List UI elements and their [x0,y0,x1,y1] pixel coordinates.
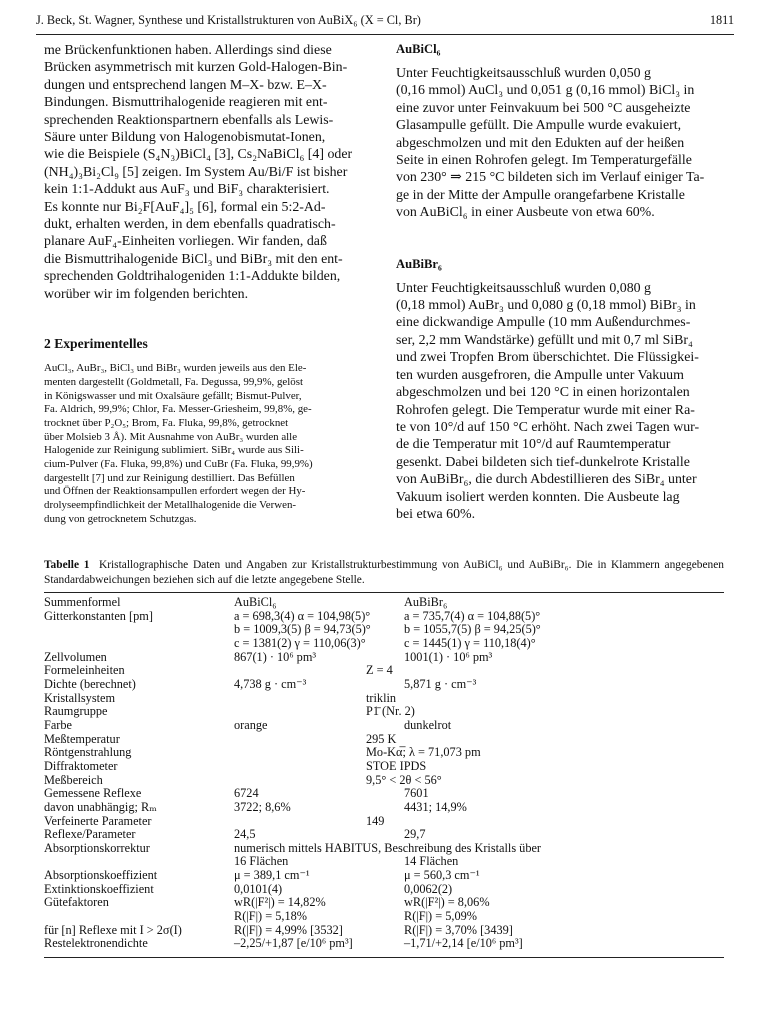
aubicl6-value: orange [234,717,268,732]
text-line: Es konnte nur Bi₂F[AuF₄]₅ [6], formal ein 5:2-Ad- [44,199,326,215]
text-line: über Molsieb 3 Å). Mit Ausnahme von AuBr₃ wurden alle [44,430,298,443]
row-label: Meßbereich [44,772,103,787]
text-line: gesenkt. Dabei bildeten sich tief-dunkelrote Kristalle [396,454,690,470]
header-rule [36,34,734,35]
table-row [44,596,724,610]
common-value: 149 [366,813,385,828]
text-line: sprechenden Goldtrihalogeniden 1:1-Addukte bilden, [44,269,341,285]
text-line: sprechenden Reaktionspartnern ebenfalls als Lewis- [44,112,334,128]
text-line: dungen und entsprechend langen M–X- bzw. E–X- [44,77,327,93]
table-row [44,924,724,938]
aubicl6-value: 867(1) · 10⁶ pm³ [234,649,317,664]
table-caption-text: Kristallographische Daten und Angaben zur Kristallstrukturbestimmung von AuBiCl₆ und AuBiBr₆. Die in Klammern angegebenen Standardabweichungen beziehen sich auf die letzte angegebene Stelle. [44,559,724,586]
table-row [44,774,724,788]
text-line: te von 10°/d auf 150 °C erhöht. Nach zwei Tagen wur- [396,419,700,435]
text-line: eine dickwandige Ampulle (10 mm Außendurchmes- [396,315,691,331]
text-line: in Königswasser und mit Oxalsäure gefällt; Bismut-Pulver, [44,389,302,402]
table-row [44,705,724,719]
aubicl6-value: a = 698,3(4) α = 104,98(5)° [234,608,371,623]
section-heading-experimental: 2 Experimentelles [44,336,148,352]
aubibr6-value: 7601 [404,786,429,801]
table-row [44,746,724,760]
text-line: Vakuum isoliert werden konnten. Die Ausbeute lag [396,489,680,505]
row-label: Farbe [44,717,72,732]
text-line: Unter Feuchtigkeitsausschluß wurden 0,050 g [396,66,652,81]
text-line: worüber wir im folgenden berichten. [44,286,249,302]
text-line: drolyseempfindlichkeit der Metallhalogenide die Verwen- [44,499,297,512]
text-line: trocknet über P₂O₅; Brom, Fa. Fluka, 99,8%, getrocknet [44,416,289,429]
aubicl6-value: μ = 389,1 cm⁻¹ [234,868,310,883]
experimental-paragraph [44,362,374,526]
text-line: von AuBiCl₆ in einer Ausbeute von etwa 60%. [396,205,655,221]
subheading-aubibr6: AuBiBr₆ [396,256,442,271]
text-line: eine zuvor unter Feinvakuum bei 500 °C ausgeheizte [396,100,691,116]
table-row [44,787,724,801]
aubicl6-value: AuBiCl₆ [234,595,277,609]
table-caption [44,558,724,587]
table-row [44,637,724,651]
aubibr6-value: b = 1055,7(5) β = 94,25(5)° [404,622,541,637]
common-value: P1̄ (Nr. 2) [366,704,415,719]
row-label: Raumgruppe [44,704,108,719]
table-top-rule [44,592,724,593]
text-line: und Öffnen der Reaktionsampullen erfordert wegen der Hy- [44,485,306,498]
text-line: Rohrofen gelegt. Die Temperatur wurde mit einer Ra- [396,402,695,418]
aubibr6-value: μ = 560,3 cm⁻¹ [404,868,480,883]
row-label: für [n] Reflexe mit I > 2σ(I) [44,922,182,937]
running-title: J. Beck, St. Wagner, Synthese und Kristallstrukturen von AuBiX₆ (X = Cl, Br) [36,12,421,27]
aubibr6-value: dunkelrot [404,717,452,732]
text-line: bei etwa 60%. [396,506,476,522]
row-label: Gemessene Reflexe [44,786,142,801]
text-line: ge in der Mitte der Ampulle orangefarbene Kristalle [396,187,685,203]
table-row [44,692,724,706]
aubibr6-paragraph [396,280,724,524]
table-row [44,801,724,815]
text-line: von 230° ⇒ 215 °C bildeten sich im Verlauf einiger Ta- [396,170,705,186]
aubibr6-value: a = 735,7(4) α = 104,88(5)° [404,608,541,623]
aubicl6-value: 16 Flächen [234,854,289,869]
aubibr6-value: –1,71/+2,14 [e/10⁶ pm³] [404,936,523,951]
text-line: Brücken asymmetrisch mit kurzen Gold-Halogen-Bin- [44,60,348,76]
text-line: Säure unter Bildung von Halogenobismutat-Ionen, [44,130,326,146]
row-label: Summenformel [44,595,121,609]
row-label [44,637,234,651]
table-row [44,910,724,924]
aubicl6-value: wR(|F²|) = 14,82% [234,895,326,910]
intro-paragraph [44,42,374,303]
row-label: Röntgenstrahlung [44,745,132,760]
common-value: 295 K [366,731,397,746]
text-line: abgeschmolzen und mit den Edukten auf der heißen [396,135,685,151]
text-line: Halogenide zur Reinigung sublimiert. SiBr₄ wurde aus Sili- [44,444,304,457]
text-line: die Bismuttrihalogenide BiCl₃ und BiBr₃ mit den ent- [44,251,343,267]
row-label: Absorptionskorrektur [44,840,150,855]
table-row [44,937,724,951]
row-label: Kristallsystem [44,690,116,705]
aubibr6-value: 4431; 14,9% [404,799,467,814]
row-label: Absorptionskoeffizient [44,868,158,883]
table-row [44,760,724,774]
text-line: dargestellt [7] und zur Reinigung destilliert. Das Befüllen [44,471,295,484]
row-label: Diffraktometer [44,758,118,773]
row-label: Verfeinerte Parameter [44,813,152,828]
aubibr6-value: 29,7 [404,827,426,842]
aubicl6-value: 0,0101(4) [234,881,283,896]
row-label: Meßtemperatur [44,731,120,746]
table-row [44,869,724,883]
text-line: Unter Feuchtigkeitsausschluß wurden 0,080 g [396,280,652,296]
table-row [44,883,724,897]
table-row [44,610,724,624]
text-line: kein 1:1-Addukt aus AuF₃ und BiF₃ charakterisiert. [44,182,330,198]
common-value: Mo-Kα̅; λ = 71,073 pm [366,745,481,760]
aubicl6-value: –2,25/+1,87 [e/10⁶ pm³] [234,936,353,951]
right-column [396,42,724,523]
aubicl6-value: 24,5 [234,827,256,842]
row-label: davon unabhängig; Rₘ [44,799,157,814]
text-line: Fa. Aldrich, 99,9%; Chlor, Fa. Messer-Griesheim, 99,8%, ge- [44,403,312,416]
full-width-value: numerisch mittels HABITUS, Beschreibung des Kristalls über [234,840,542,855]
aubicl6-value: c = 1381(2) γ = 110,06(3)° [234,635,366,650]
table-bottom-rule [44,957,724,958]
text-line: AuCl₃, AuBr₃, BiCl₃ und BiBr₃ wurden jeweils aus den Ele- [44,362,307,375]
common-value: Z = 4 [366,663,393,678]
table-row [44,664,724,678]
text-line: me Brückenfunktionen haben. Allerdings sind diese [44,43,332,58]
table-row [44,651,724,665]
aubibr6-value: R(|F|) = 5,09% [404,909,478,924]
row-label [44,623,234,637]
aubicl6-value: 3722; 8,6% [234,799,291,814]
table-caption-label: Tabelle 1 [44,559,90,571]
row-label [44,910,234,924]
aubibr6-value: 1001(1) · 10⁶ pm³ [404,649,493,664]
text-line: abgeschmolzen und bei 120 °C in einen horizontalen [396,385,690,401]
table-row [44,896,724,910]
aubicl6-paragraph [396,65,724,222]
row-label: Zellvolumen [44,649,107,664]
text-line: dung von getrocknetem Schutzgas. [44,512,197,525]
aubibr6-value: AuBiBr₆ [404,595,448,609]
aubibr6-value: wR(|F²|) = 8,06% [404,895,490,910]
text-line: von AuBiBr₆, die durch Abdestillieren des SiBr₄ unter [396,472,697,488]
text-line: Bindungen. Bismuttrihalogenide reagieren mit ent- [44,95,328,111]
page-number: 1811 [709,12,734,27]
aubibr6-value: 14 Flächen [404,854,459,869]
text-line: planare AuF₄-Einheiten vorliegen. Wir fanden, daß [44,234,327,250]
table-row [44,842,724,856]
aubicl6-value: R(|F|) = 5,18% [234,909,308,924]
text-line: cium-Pulver (Fa. Fluka, 99,8%) und CuBr (Fa. Fluka, 99,9%) [44,458,313,471]
text-line: (0,18 mmol) AuBr₃ und 0,080 g (0,18 mmol) BiBr₃ in [396,298,696,314]
common-value: 9,5° < 2θ < 56° [366,772,442,787]
aubicl6-value: 4,738 g · cm⁻³ [234,676,307,691]
text-line: Seite in einen Rohrofen gelegt. Im Temperaturgefälle [396,153,692,169]
text-line: ten wurden ausgefroren, die Ampulle unter Vakuum [396,367,684,383]
aubicl6-value: 6724 [234,786,259,801]
left-column [44,42,374,527]
aubibr6-value: 0,0062(2) [404,881,453,896]
row-label: Restelektronendichte [44,936,148,951]
text-line: (NH₄)₃Bi₂Cl₉ [5] zeigen. Im System Au/Bi/F ist bisher [44,164,348,180]
table-row [44,719,724,733]
common-value: STOE IPDS [366,758,427,773]
text-line: wie die Beispiele (S₄N₃)BiCl₄ [3], Cs₂NaBiCl₆ [4] oder [44,147,353,163]
text-line: Glasampulle gefüllt. Die Ampulle wurde evakuiert, [396,118,682,134]
row-label: Reflexe/Parameter [44,827,136,842]
table-row [44,733,724,747]
subheading-aubicl6: AuBiCl₆ [396,42,441,56]
text-line: ser, 2,2 mm Wandstärke) gefüllt und mit 0,7 ml SiBr₄ [396,332,693,348]
aubibr6-value: c = 1445(1) γ = 110,18(4)° [404,635,536,650]
row-label: Dichte (berechnet) [44,676,136,691]
table-row [44,678,724,692]
text-line: menten dargestellt (Goldmetall, Fa. Degussa, 99,9%, gelöst [44,375,304,388]
row-label: Gitterkonstanten [pm] [44,608,153,623]
row-label [44,855,234,869]
table-row [44,828,724,842]
aubibr6-value: R(|F|) = 3,70% [3439] [404,922,513,937]
row-label: Formeleinheiten [44,663,125,678]
table-row [44,815,724,829]
aubicl6-value: b = 1009,3(5) β = 94,73(5)° [234,622,371,637]
table-row [44,623,724,637]
text-line: dukt, erhalten werden, in dem ebenfalls quadratisch- [44,217,336,233]
table-row [44,855,724,869]
text-line: de die Temperatur mit 10°/d auf Raumtemperatur [396,437,671,453]
crystal-data-table [44,596,724,951]
text-line: (0,16 mmol) AuCl₃ und 0,051 g (0,16 mmol) BiCl₃ in [396,83,695,99]
text-line: und zwei Tropfen Brom überschichtet. Die Flüssigkei- [396,350,699,366]
aubibr6-value: 5,871 g · cm⁻³ [404,676,477,691]
running-header [36,10,734,30]
aubicl6-value: R(|F|) = 4,99% [3532] [234,922,343,937]
row-label: Gütefaktoren [44,895,109,910]
common-value: triklin [366,690,397,705]
row-label: Extinktionskoeffizient [44,881,154,896]
